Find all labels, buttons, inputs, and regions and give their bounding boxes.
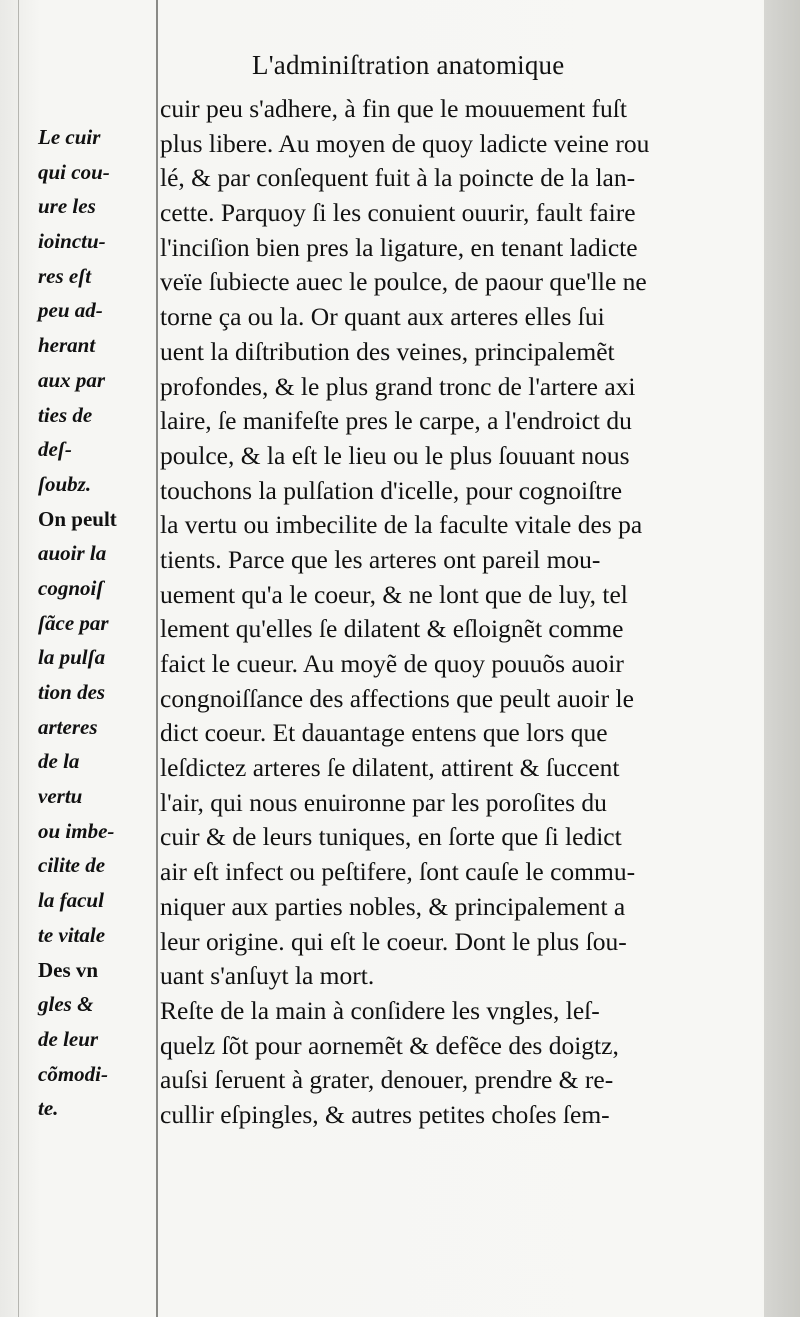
text-line: lé, & par conſequent fuit à la poincte de la lan- (160, 163, 636, 193)
margin-note-line: aux par (38, 367, 106, 392)
text-line: leſdictez arteres ſe dilatent, attirent & ſuccent (160, 753, 620, 783)
text-line: l'inciſion bien pres la ligature, en tenant ladicte (160, 232, 638, 262)
text-line: laire, ſe manifeſte pres le carpe, a l'endroict du (160, 406, 632, 436)
margin-notes (38, 120, 156, 1126)
text-line: cuir peu s'adhere, à fin que le mouuement fuſt (160, 94, 627, 123)
margin-note-line: ure les (38, 194, 96, 219)
text-line: quelz ſõt pour aornemẽt & defẽce des doigtz, (160, 1030, 619, 1060)
text-line: cuir & de leurs tuniques, en ſorte que ſi ledict (160, 822, 622, 852)
margin-note-line: auoir la (38, 541, 107, 566)
margin-note-line: ties de (38, 402, 93, 427)
text-line: touchons la pulſation d'icelle, pour cognoiſtre (160, 475, 623, 505)
page-left-edge (18, 0, 19, 1317)
margin-note-line: de leur (38, 1026, 99, 1051)
text-line: cullir eſpingles, & autres petites choſes ſem- (160, 1099, 610, 1129)
margin-note-line: res eſt (38, 263, 92, 288)
margin-note-line: cilite de (38, 853, 106, 878)
margin-note-line: peu ad- (38, 298, 103, 323)
margin-note-line: qui cou- (38, 159, 110, 184)
text-line: profondes, & le plus grand tronc de l'artere axi (160, 371, 636, 401)
margin-note-line: arteres (38, 714, 98, 739)
margin-note-line: herant (38, 333, 96, 358)
margin-note-line: deſ- (38, 437, 72, 462)
text-line: uement qu'a le coeur, & ne lont que de luy, tel (160, 579, 628, 609)
margin-note-line: la pulſa (38, 645, 106, 670)
text-line: niquer aux parties nobles, & principalement a (160, 891, 626, 921)
margin-note-line: te vitale (38, 922, 106, 947)
margin-rule (156, 0, 158, 1317)
body-text (160, 92, 760, 1133)
text-line: air eſt infect ou peſtifere, ſont cauſe le commu- (160, 857, 636, 887)
page-right-edge (764, 0, 800, 1317)
margin-note-line: On peult (38, 506, 117, 531)
margin-note-line: tion des (38, 680, 106, 704)
text-line: uant s'anſuyt la mort. (160, 961, 375, 991)
margin-note-line: Le cuir (38, 125, 101, 149)
margin-note-line: ioinctu- (38, 229, 106, 254)
margin-note-line: vertu (38, 784, 83, 809)
margin-note-line: te. (38, 1096, 59, 1121)
text-line: congnoiſſance des affections que peult auoir le (160, 683, 634, 713)
text-line: tients. Parce que les arteres ont pareil mou- (160, 544, 601, 574)
margin-note-line: de la (38, 749, 80, 774)
text-line: faict le cueur. Au moyẽ de quoy pouuõs auoir (160, 649, 624, 678)
margin-note-line: ou imbe- (38, 818, 115, 843)
text-line: dict coeur. Et dauantage entens que lors que (160, 718, 608, 748)
running-head: L'adminiſtration anatomique (252, 50, 565, 80)
text-line: la vertu ou imbecilite de la faculte vitale des pa (160, 510, 643, 540)
text-line: poulce, & la eſt le lieu ou le plus ſouuant nous (160, 440, 630, 470)
text-line: veïe ſubiecte auec le poulce, de paour que'lle ne (160, 267, 647, 297)
text-line: uent la diſtribution des veines, principalemẽt (160, 336, 615, 366)
margin-note-line: ſoubz. (38, 471, 92, 496)
text-line: cette. Parquoy ſi les conuient ouurir, fault faire (160, 198, 636, 228)
margin-note-line: Des vn (38, 957, 99, 982)
text-line: torne ça ou la. Or quant aux arteres elles ſui (160, 302, 605, 332)
margin-note-line: la facul (38, 888, 104, 913)
text-line: lement qu'elles ſe dilatent & eſloignẽt comme (160, 614, 624, 644)
margin-note-line: cõmodi- (38, 1061, 108, 1086)
margin-note-line: ſãce par (38, 610, 109, 635)
text-line: auſsi ſeruent à grater, denouer, prendre & re- (160, 1065, 614, 1095)
margin-note-line: cognoiſ (38, 575, 104, 600)
text-line: plus libere. Au moyen de quoy ladicte veine rou (160, 128, 650, 158)
text-line: l'air, qui nous enuironne par les poroſites du (160, 787, 607, 817)
margin-note-line: gles & (38, 992, 94, 1017)
text-line: Reſte de la main à conſidere les vngles, leſ- (160, 995, 600, 1025)
text-line: leur origine. qui eſt le coeur. Dont le plus ſou- (160, 926, 627, 956)
